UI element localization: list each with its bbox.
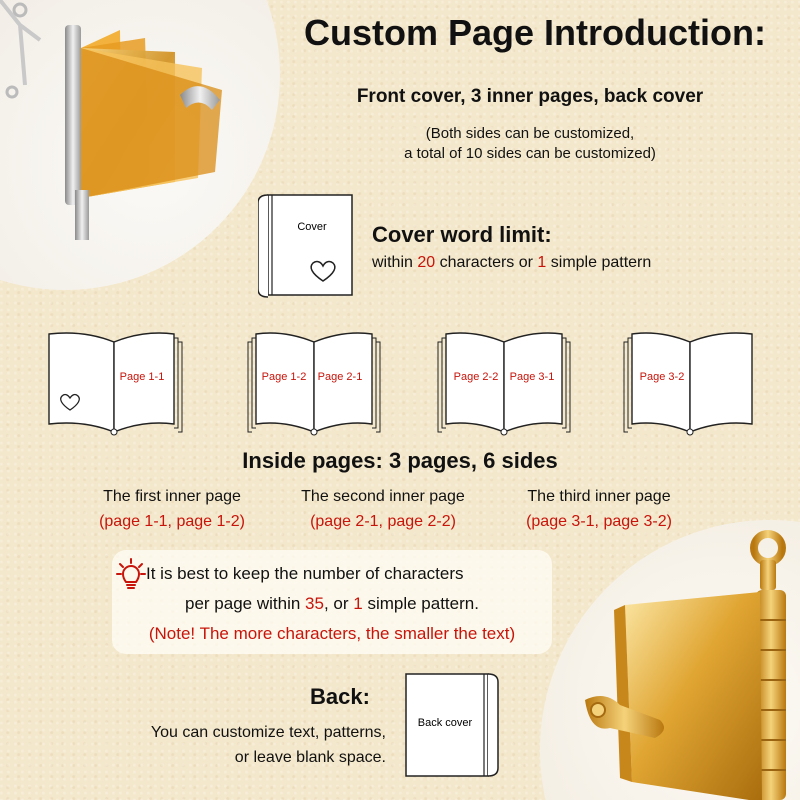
page-title: Custom Page Introduction:: [304, 12, 766, 53]
inner-page-1-label: [62, 484, 282, 534]
book3-right-label: Page 3-1: [509, 371, 555, 383]
tip-line-2: per page within 35, or 1 simple pattern.: [185, 594, 479, 613]
cover-word-limit-heading: Cover word limit:: [372, 222, 552, 247]
inner-page-3-label: [490, 484, 708, 534]
inner-page-2-name: The second inner page: [301, 488, 465, 505]
cover-book-icon: [258, 193, 358, 301]
pendant-open-illustration: [0, 0, 280, 290]
tip-line-3-warning: (Note! The more characters, the smaller the text): [148, 624, 516, 643]
cover-word-limit-text: within 20 characters or 1 simple pattern: [372, 254, 652, 271]
book3-left-label: Page 2-2: [453, 371, 499, 383]
inner-page-2-label: [272, 484, 494, 534]
inner-page-1-detail: (page 1-1, page 1-2): [99, 513, 245, 530]
open-book-page-1-1: [44, 330, 184, 438]
open-book-page-3-2: [620, 330, 760, 438]
back-cover-book-icon: [404, 672, 500, 780]
cover-book-label: Cover: [297, 221, 327, 233]
book2-right-label: Page 2-1: [317, 371, 363, 383]
inner-page-1-name: The first inner page: [103, 488, 241, 505]
inside-pages-heading: Inside pages: 3 pages, 6 sides: [242, 448, 558, 473]
customization-note: [280, 124, 780, 164]
tip-line-1: It is best to keep the number of characters: [146, 564, 464, 583]
pendant-closed-illustration: [540, 520, 800, 800]
back-description-line1: You can customize text, patterns,: [150, 724, 386, 741]
inner-page-3-name: The third inner page: [527, 488, 671, 505]
back-description: [90, 720, 386, 770]
inner-page-3-detail: (page 3-1, page 3-2): [526, 513, 672, 530]
back-description-line2: or leave blank space.: [234, 749, 386, 766]
open-book-pages-2-2-3-1: [434, 330, 574, 438]
customization-note-line2: a total of 10 sides can be customized): [404, 145, 656, 162]
back-cover-book-label: Back cover: [417, 717, 473, 729]
customization-note-line1: (Both sides can be customized,: [425, 125, 635, 142]
product-photo-pendant-closed: [540, 520, 800, 800]
book2-left-label: Page 1-2: [261, 371, 307, 383]
inner-page-2-detail: (page 2-1, page 2-2): [310, 513, 456, 530]
back-heading: Back:: [310, 684, 370, 709]
product-photo-pendant-open: [0, 0, 280, 290]
pages-summary: Front cover, 3 inner pages, back cover: [356, 86, 704, 107]
open-book-pages-1-2-2-1: [244, 330, 384, 438]
book1-right-label: Page 1-1: [119, 371, 165, 383]
lightbulb-icon: [116, 558, 146, 590]
book4-left-label: Page 3-2: [639, 371, 685, 383]
